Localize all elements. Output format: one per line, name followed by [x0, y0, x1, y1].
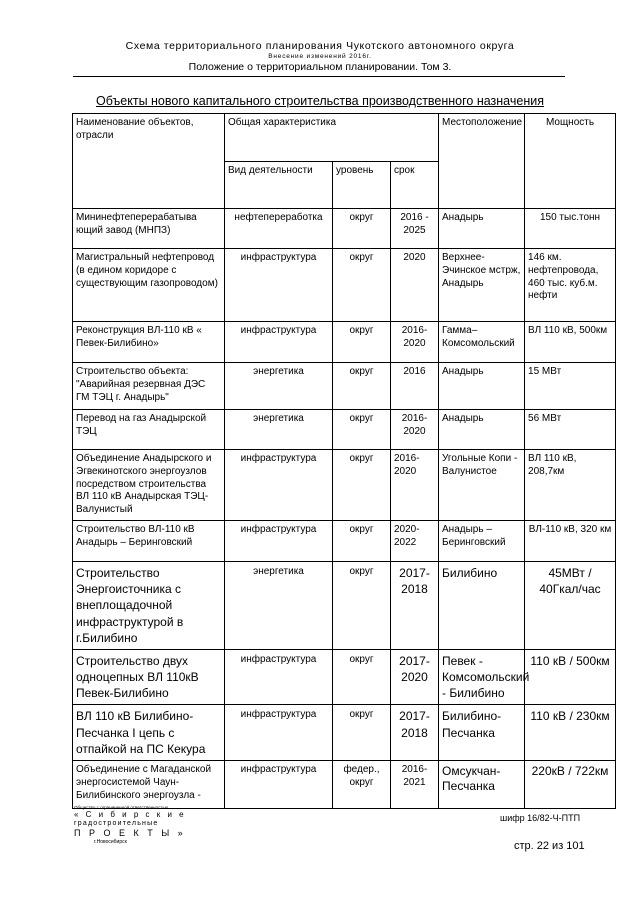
row-activity: инфраструктура	[225, 705, 333, 761]
row-location: Анадырь	[439, 410, 525, 450]
row-term: 2016-2020	[391, 450, 439, 521]
row-activity: нефтепереработка	[225, 209, 333, 249]
header-general: Общая характеристика	[225, 114, 439, 162]
row-level: округ	[333, 363, 391, 410]
row-activity: энергетика	[225, 561, 333, 649]
row-term: 2017-2018	[391, 561, 439, 649]
row-capacity: 15 МВт	[525, 363, 616, 410]
row-activity: энергетика	[225, 363, 333, 410]
row-level: округ	[333, 561, 391, 649]
row-name: ВЛ 110 кВ Билибино-Песчанка I цепь с отпайкой на ПС Кекура	[73, 705, 225, 761]
row-location: Гамма– Комсомольский	[439, 322, 525, 363]
table-row	[73, 561, 616, 649]
row-term: 2016-2021	[391, 761, 439, 809]
row-level: округ	[333, 705, 391, 761]
row-capacity: ВЛ 110 кВ, 500км	[525, 322, 616, 363]
row-capacity: 110 кВ / 500км	[525, 649, 616, 705]
org-legal-form: Общество с ограниченной ответственностью	[74, 805, 169, 810]
row-location: Анадырь – Беринговский	[439, 520, 525, 561]
row-location: Угольные Копи - Валунистое	[439, 450, 525, 521]
row-capacity: 150 тыс.тонн	[525, 209, 616, 249]
row-location: Омсукчан-Песчанка	[439, 761, 525, 809]
header-capacity: Мощность	[525, 114, 616, 209]
row-activity: инфраструктура	[225, 322, 333, 363]
row-name: Перевод на газ Анадырской ТЭЦ	[73, 410, 225, 450]
row-activity: инфраструктура	[225, 450, 333, 521]
row-term: 2017-2018	[391, 705, 439, 761]
row-capacity: 220кВ / 722км	[525, 761, 616, 809]
row-name: Строительство ВЛ-110 кВ Анадырь – Беринговский	[73, 520, 225, 561]
row-location: Билибино	[439, 561, 525, 649]
row-capacity: 45МВт / 40Гкал/час	[525, 561, 616, 649]
table-row	[73, 209, 616, 249]
row-capacity: 110 кВ / 230км	[525, 705, 616, 761]
row-level: округ	[333, 649, 391, 705]
row-level: округ	[333, 209, 391, 249]
org-name-line2: градостроительные	[74, 819, 159, 827]
document-header-subtitle: Внесение изменений 2016г.	[268, 53, 372, 60]
row-name: Строительство объекта: "Аварийная резервная ДЭС ГМ ТЭЦ г. Анадырь"	[73, 363, 225, 410]
table-row	[73, 322, 616, 363]
table-row	[73, 520, 616, 561]
row-term: 2017-2020	[391, 649, 439, 705]
row-name: Строительство двух одноцепных ВЛ 110кВ Певек-Билибино	[73, 649, 225, 705]
row-activity: инфраструктура	[225, 761, 333, 809]
document-header-title: Схема территориального планирования Чукотского автономного округа	[125, 40, 515, 52]
row-name: Строительство Энергоисточника с внеплощадочной инфраструктурой в г.Билибино	[73, 561, 225, 649]
row-activity: инфраструктура	[225, 520, 333, 561]
row-name: Реконструкция ВЛ-110 кВ « Певек-Билибино»	[73, 322, 225, 363]
row-term: 2016 - 2025	[391, 209, 439, 249]
org-name-line3: П Р О Е К Т Ы »	[74, 828, 186, 839]
row-activity: энергетика	[225, 410, 333, 450]
organization-logo	[74, 805, 194, 845]
row-level: округ	[333, 520, 391, 561]
row-location: Певек - Комсомольский - Билибино	[439, 649, 525, 705]
row-name: Мининефтеперерабатыва ющий завод (МНПЗ)	[73, 209, 225, 249]
document-header-volume: Положение о территориальном планировании. Том 3.	[188, 61, 452, 73]
header-level: уровень	[333, 162, 391, 209]
row-name: Объединение с Магаданской энергосистемой Чаун-Билибинского энергоузла -	[73, 761, 225, 809]
row-level: федер., округ	[333, 761, 391, 809]
table-row	[73, 410, 616, 450]
row-capacity: 146 км. нефтепровода, 460 тыс. куб.м. нефти	[525, 249, 616, 322]
header-term: срок	[391, 162, 439, 209]
row-location: Анадырь	[439, 209, 525, 249]
row-level: округ	[333, 410, 391, 450]
header-activity: Вид деятельности	[225, 162, 333, 209]
row-location: Верхнее-Эчинское мстрж, Анадырь	[439, 249, 525, 322]
row-name: Магистральный нефтепровод (в едином коридоре с существующим газопроводом)	[73, 249, 225, 322]
org-city: г.Новосибирск	[94, 839, 127, 846]
table-row	[73, 705, 616, 761]
table-row	[73, 363, 616, 410]
row-capacity: 56 МВт	[525, 410, 616, 450]
row-level: округ	[333, 322, 391, 363]
table-row	[73, 450, 616, 521]
row-term: 2016-2020	[391, 410, 439, 450]
row-name: Объединение Анадырского и Эгвекинотского энергоузлов посредством строительства ВЛ 110 кВ Анадырская ТЭЦ-Валунистый	[73, 450, 225, 521]
row-level: округ	[333, 450, 391, 521]
document-code: шифр 16/82-Ч-ПТП	[500, 813, 581, 823]
row-capacity: ВЛ 110 кВ, 208,7км	[525, 450, 616, 521]
row-location: Билибино-Песчанка	[439, 705, 525, 761]
row-term: 2020	[391, 249, 439, 322]
row-term: 2020-2022	[391, 520, 439, 561]
table-header-row	[73, 114, 616, 162]
row-capacity: ВЛ-110 кВ, 320 км	[525, 520, 616, 561]
objects-table	[72, 113, 616, 809]
table-row	[73, 761, 616, 809]
section-title: Объекты нового капитального строительства производственного назначения	[96, 94, 544, 108]
row-term: 2016-2020	[391, 322, 439, 363]
row-activity: инфраструктура	[225, 249, 333, 322]
row-term: 2016	[391, 363, 439, 410]
table-row	[73, 649, 616, 705]
row-level: округ	[333, 249, 391, 322]
header-divider	[73, 76, 565, 77]
header-location: Местоположение	[439, 114, 525, 209]
row-activity: инфраструктура	[225, 649, 333, 705]
row-location: Анадырь	[439, 363, 525, 410]
table-row	[73, 249, 616, 322]
header-name: Наименование объектов, отрасли	[73, 114, 225, 209]
page-number: стр. 22 из 101	[514, 840, 585, 852]
org-name-line1: « С и б и р с к и е	[74, 810, 187, 820]
